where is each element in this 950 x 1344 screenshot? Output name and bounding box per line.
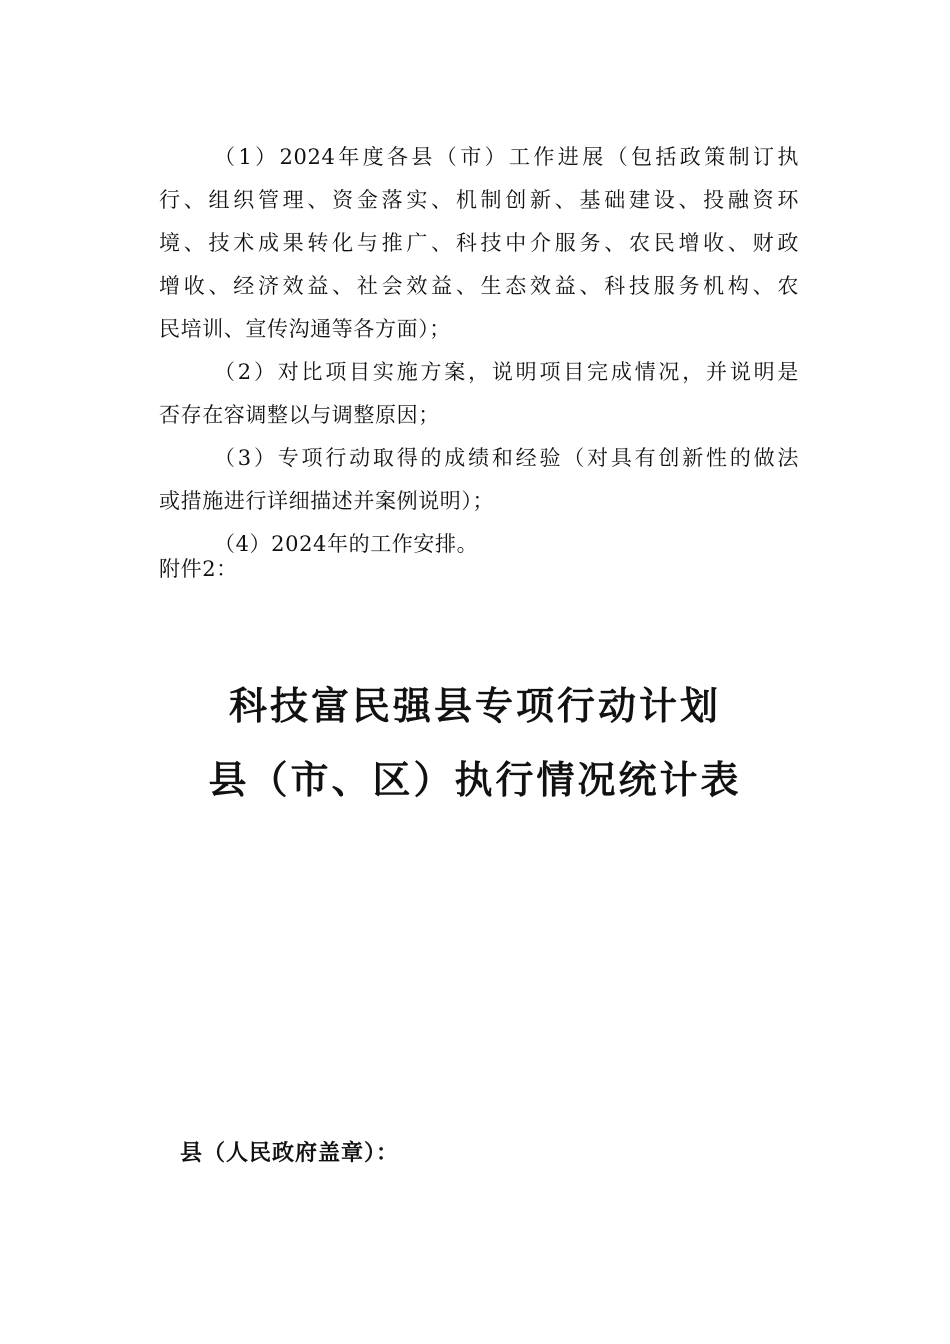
seal-label: 县（人民政府盖章）： <box>180 1141 400 1166</box>
page-title-line-2: 县（市、区）执行情况统计表 <box>208 758 742 802</box>
page-title-line-1: 科技富民强县专项行动计划 <box>228 684 721 728</box>
item-1-line-4: 增收、经济效益、社会效益、生态效益、科技服务机构、农 <box>159 274 799 298</box>
item-3-line-2: 或措施进行详细描述并案例说明）； <box>159 489 495 513</box>
item-1-line-3: 境、技术成果转化与推广、科技中介服务、农民增收、财政 <box>159 231 799 255</box>
item-1-line-5: 民培训、宣传沟通等各方面）； <box>159 317 451 341</box>
item-1-line-1: （1）2024年度各县（市）工作进展（包括政策制订执 <box>214 145 799 169</box>
item-4-line-1: （4）2024年的工作安排。 <box>214 532 479 556</box>
item-1-line-2: 行、组织管理、资金落实、机制创新、基础建设、投融资环 <box>159 188 799 212</box>
annex-label: 附件2： <box>159 557 238 581</box>
item-2-line-1: （2）对比项目实施方案，说明项目完成情况，并说明是 <box>214 360 799 384</box>
item-2-line-2: 否存在容调整以与调整原因； <box>159 403 440 427</box>
item-3-line-1: （3）专项行动取得的成绩和经验（对具有创新性的做法 <box>214 446 799 470</box>
